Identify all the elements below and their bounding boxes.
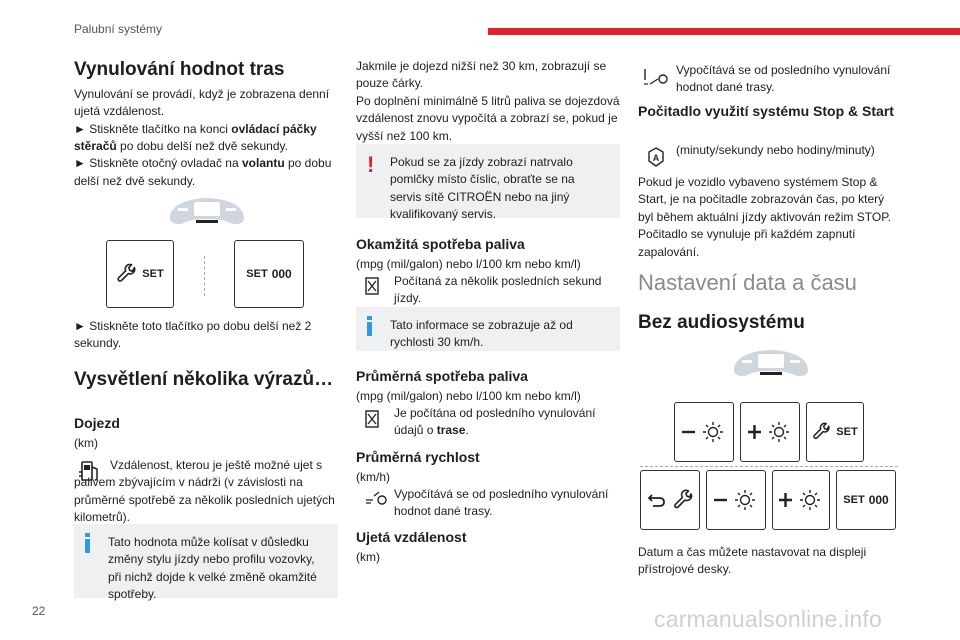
range-dash-text: Jakmile je dojezd nižší než 30 km, zobrazují se pouze čárky. [356,59,607,91]
column-1 [74,58,344,190]
warning-note-text: Pokud se za jízdy zobrazí natrvalo pomlčky místo číslic, obraťte se na servis sítě CITROËN nebo na jiný kvalifikovaný servis. [390,155,575,222]
header-accent-bar [488,28,960,35]
brightness-up-button-2[interactable] [772,470,830,530]
set-button-label: SET [142,268,164,280]
instant-unit: (mpg (mil/galon) nebo l/100 km nebo km/l) [356,257,581,271]
range-text: Vzdálenost, kterou je ještě možné ujet s palivem zbývajícím v nádrži (v závislosti na průměrné spotřebě za několik posledních ujetých kilometrů). [74,458,335,525]
brightness-down-button-2[interactable] [706,470,766,530]
subtitle-distance: Ujetá vzdálenost [356,529,467,545]
set-000-button[interactable] [836,470,896,530]
section-title-datetime: Nastavení data a času [638,270,857,295]
section-title-explanation: Vysvětlení několika výrazů… [74,368,334,390]
stop-start-icon [646,146,666,168]
divider-dashed [204,256,206,296]
instrument-cluster-icon [730,346,812,380]
instrument-cluster-icon [166,194,248,228]
consumption-icon [364,409,382,429]
subtitle-stop-start: Počitadlo využití systému Stop & Start [638,103,894,119]
info-note-range [74,524,338,602]
column-2 [356,58,624,145]
wrench-icon [116,263,138,285]
subtitle-instant-consumption: Okamžitá spotřeba paliva [356,236,525,252]
warning-exclamation-icon: ! [367,152,375,177]
average-unit: (mpg (mil/galon) nebo l/100 km nebo km/l) [356,389,581,403]
brightness-down-button[interactable] [674,402,734,462]
watermark: carmanualsonline.info [654,606,882,632]
page-number: 22 [32,604,46,618]
back-arrow-icon [649,495,664,506]
speedometer-icon [364,490,388,506]
set-reset-button[interactable] [234,240,304,308]
column-1-lower [74,318,344,452]
back-wrench-button[interactable] [640,470,700,530]
range-unit: (km) [74,435,98,450]
speed-unit: (km/h) [356,470,390,484]
reset-step-3: ► Stiskněte toto tlačítko po dobu delší než 2 sekundy. [74,319,312,351]
set-000-label-a: SET [843,494,865,506]
settings-set-label: SET [836,426,858,438]
info-note-text: Tato hodnota může kolísat v důsledku změny stylu jízdy nebo profilu vozovky, při nichž dojde k velké změně okamžité spotřeby. [108,535,317,602]
brightness-up-button[interactable] [740,402,800,462]
range-refuel-text: Po doplnění minimálně 5 litrů paliva se dojezdová vzdálenost znovu vypočítá a zobrazí se, pokud je vyšší než 100 km. [356,93,620,143]
speed-text: Vypočítává se od posledního vynulování hodnot dané trasy. [394,487,609,519]
average-text: Je počítána od posledního vynulování údajů o trase. [394,406,596,438]
divider-dashed [640,466,898,467]
sun-icon [703,422,723,442]
reset-step-1: ► Stiskněte tlačítko na konci ovládací páčky stěračů po dobu delší než dvě sekundy. [74,121,317,153]
datetime-footer-text: Datum a čas můžete nastavovat na displeji přístrojové desky. [638,545,867,577]
distance-text: Vypočítává se od posledního vynulování hodnot dané trasy. [676,63,891,95]
distance-travelled-icon [642,66,670,88]
running-header: Palubní systémy [74,22,163,36]
instant-text: Počítaná za několik posledních sekund jízdy. [394,274,602,306]
set-000-label-b: 000 [868,493,889,507]
subtitle-range: Dojezd [74,414,120,431]
subtitle-average-consumption: Průměrná spotřeba paliva [356,368,528,384]
section-title-no-audio: Bez audiosystému [638,312,805,333]
info-note-instant-text: Tato informace se zobrazuje až od rychlosti 30 km/h. [390,318,573,350]
reset-intro: Vynulování se provádí, když je zobrazena denní ujetá vzdálenost. [74,86,330,119]
svg-text:A: A [652,153,660,163]
consumption-icon [364,276,382,296]
wrench-icon [675,490,692,507]
set-reset-label-b: 000 [271,267,292,281]
info-note-instant [356,307,620,351]
sun-icon [800,490,820,510]
stop-start-unit: (minuty/sekundy nebo hodiny/minuty) [676,143,875,157]
info-icon [367,316,372,336]
set-reset-label-a: SET [246,268,268,280]
sun-icon [735,490,755,510]
reset-step-2: ► Stiskněte otočný ovladač na volantu po dobu delší než dvě sekundy. [74,156,332,188]
section-title-reset: Vynulování hodnot tras [74,59,285,80]
set-button[interactable] [106,240,174,308]
stop-start-text: Pokud je vozidlo vybaveno systémem Stop & Start, je na počitadle zobrazován čas, po který byl během aktuální jízdy aktivován režim STOP. Počitadlo se vynuluje při každém zapnutí zapalování. [638,175,892,259]
wrench-icon [812,422,832,442]
warning-note [356,144,620,222]
info-icon [85,533,90,553]
settings-set-button[interactable] [806,402,864,462]
sun-icon [769,422,789,442]
subtitle-average-speed: Průměrná rychlost [356,449,480,465]
distance-unit: (km) [356,550,380,564]
